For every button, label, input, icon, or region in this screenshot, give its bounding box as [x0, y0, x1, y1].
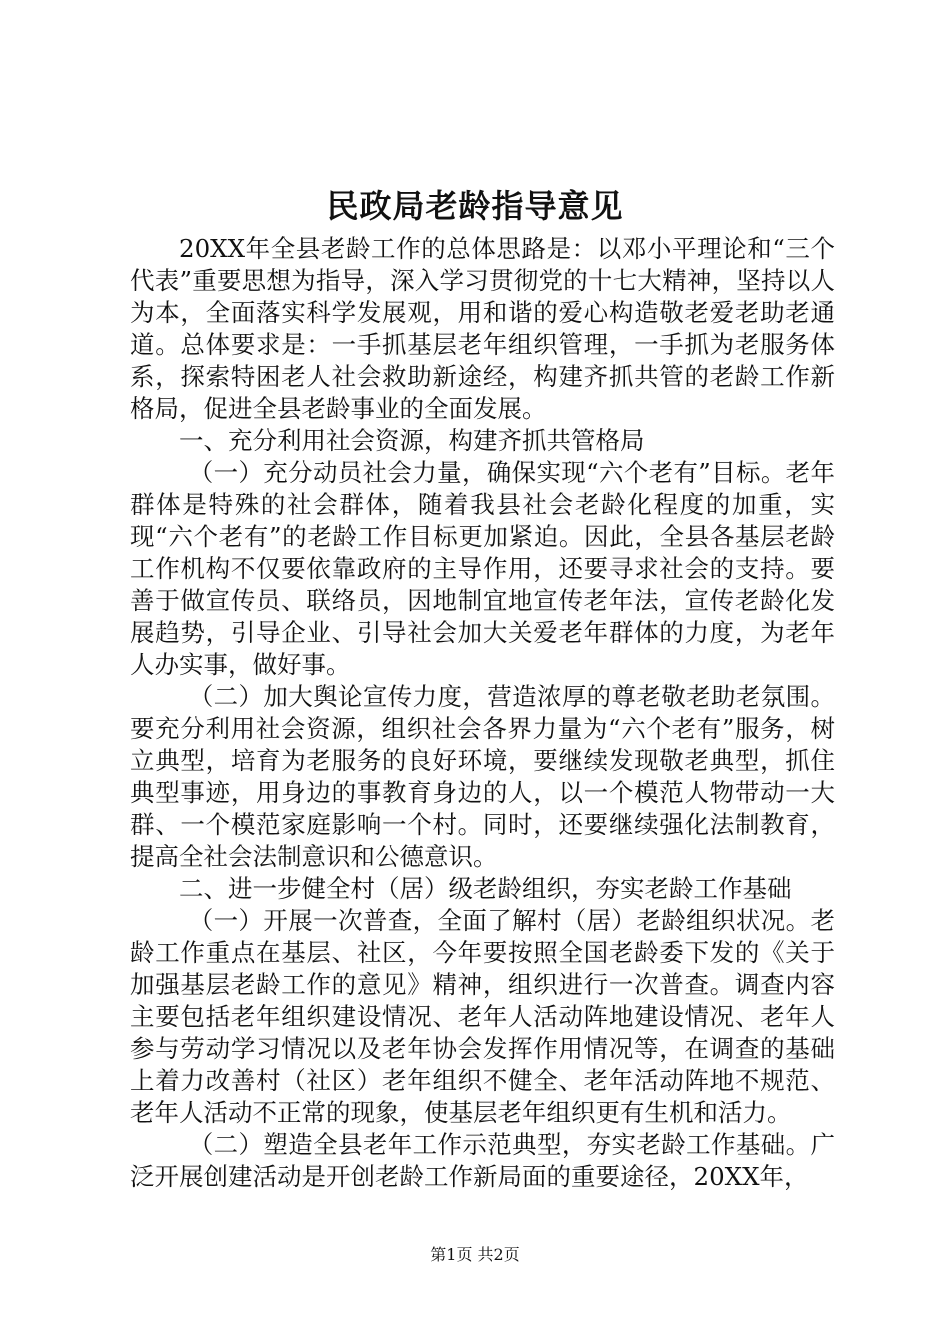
document-title: 民政局老龄指导意见	[326, 187, 624, 225]
paragraph-section-1-item-2: （二）加大舆论宣传力度，营造浓厚的尊老敬老助老氛围。要充分利用社会资源，组织社会各界力量为“六个老有”服务，树立典型，培育为老服务的良好环境，要继续发现敬老典型，抓住典型事迹，用身边的事教育身边的人，以一个模范人物带动一大群、一个模范家庭影响一个村。同时，还要继续强化法制教育，提高全社会法制意识和公德意识。	[130, 682, 835, 871]
document-body	[130, 233, 835, 1193]
page-footer: 第1页 共2页	[430, 1245, 520, 1264]
section-heading-2: 二、进一步健全村（居）级老龄组织，夯实老龄工作基础	[179, 874, 792, 903]
paragraph-overview: 20XX年全县老龄工作的总体思路是：以邓小平理论和“三个代表”重要思想为指导，深入学习贯彻党的十七大精神，坚持以人为本，全面落实科学发展观，用和谐的爱心构造敬老爱老助老通道。总体要求是：一手抓基层老年组织管理，一手抓为老服务体系，探索特困老人社会救助新途经，构建齐抓共管的老龄工作新格局，促进全县老龄事业的全面发展。	[130, 234, 835, 423]
section-heading-1: 一、充分利用社会资源，构建齐抓共管格局	[179, 426, 645, 455]
paragraph-section-2-item-1: （一）开展一次普查，全面了解村（居）老龄组织状况。老龄工作重点在基层、社区，今年要按照全国老龄委下发的《关于加强基层老龄工作的意见》精神，组织进行一次普查。调查内容主要包括老年组织建设情况、老年人活动阵地建设情况、老年人参与劳动学习情况以及老年协会发挥作用情况等，在调查的基础上着力改善村（社区）老年组织不健全、老年活动阵地不规范、老年人活动不正常的现象，使基层老年组织更有生机和活力。	[130, 906, 835, 1127]
paragraph-section-1-item-1: （一）充分动员社会力量，确保实现“六个老有”目标。老年群体是特殊的社会群体，随着我县社会老龄化程度的加重，实现“六个老有”的老龄工作目标更加紧迫。因此，全县各基层老龄工作机构不仅要依靠政府的主导作用，还要寻求社会的支持。要善于做宣传员、联络员，因地制宜地宣传老年法，宣传老龄化发展趋势，引导企业、引导社会加大关爱老年群体的力度，为老年人办实事，做好事。	[130, 458, 835, 679]
paragraph-section-2-item-2: （二）塑造全县老年工作示范典型，夯实老龄工作基础。广泛开展创建活动是开创老龄工作新局面的重要途径，20XX年，	[130, 1130, 835, 1191]
